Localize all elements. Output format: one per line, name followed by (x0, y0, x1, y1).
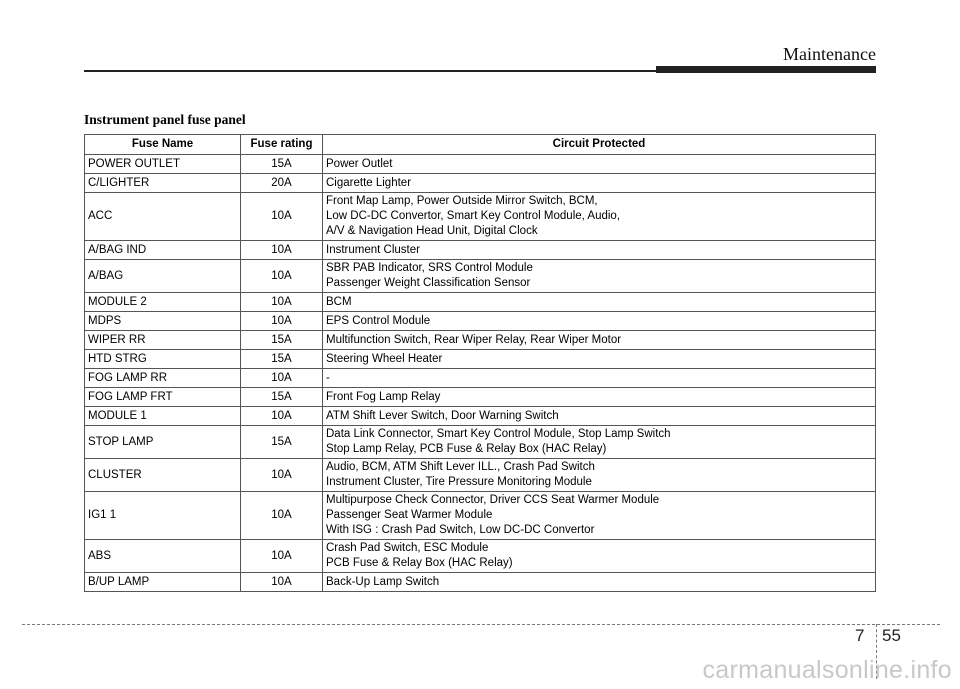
circuit-line: Data Link Connector, Smart Key Control Module, Stop Lamp Switch (326, 428, 671, 440)
fuse-name-cell: MODULE 2 (85, 293, 241, 312)
fuse-name-cell: FOG LAMP RR (85, 369, 241, 388)
fuse-table (84, 134, 876, 592)
table-row (85, 540, 876, 573)
fuse-rating-cell: 10A (241, 369, 323, 388)
table-row (85, 312, 876, 331)
fuse-name-cell: IG1 1 (85, 492, 241, 540)
circuit-line: Audio, BCM, ATM Shift Lever ILL., Crash Pad Switch (326, 461, 595, 473)
circuit-protected-cell (323, 407, 876, 426)
table-row (85, 459, 876, 492)
circuit-protected-cell (323, 540, 876, 573)
fuse-name-cell: MODULE 1 (85, 407, 241, 426)
fuse-name-cell: WIPER RR (85, 331, 241, 350)
circuit-protected-cell (323, 193, 876, 241)
table-row (85, 426, 876, 459)
fuse-rating-cell: 20A (241, 174, 323, 193)
table-row (85, 573, 876, 592)
column-header-fuse-rating: Fuse rating (241, 135, 323, 155)
circuit-protected-cell (323, 312, 876, 331)
fuse-name-cell: B/UP LAMP (85, 573, 241, 592)
circuit-line: SBR PAB Indicator, SRS Control Module (326, 262, 533, 274)
fuse-name-cell: STOP LAMP (85, 426, 241, 459)
circuit-line: BCM (326, 295, 352, 308)
circuit-line: A/V & Navigation Head Unit, Digital Clock (326, 225, 538, 237)
table-header-row (85, 135, 876, 155)
fuse-rating-cell: 10A (241, 540, 323, 573)
circuit-protected-cell (323, 388, 876, 407)
circuit-line: Crash Pad Switch, ESC Module (326, 542, 489, 554)
fuse-rating-cell: 15A (241, 331, 323, 350)
fuse-rating-cell: 10A (241, 293, 323, 312)
header-rule-thin (84, 70, 656, 72)
circuit-protected-cell (323, 241, 876, 260)
fuse-name-cell: A/BAG (85, 260, 241, 293)
circuit-line: Low DC-DC Convertor, Smart Key Control Module, Audio, (326, 210, 621, 222)
fuse-table-body (85, 155, 876, 592)
table-row (85, 407, 876, 426)
table-title: Instrument panel fuse panel (84, 112, 246, 127)
circuit-protected-cell (323, 331, 876, 350)
table-row (85, 193, 876, 241)
table-row (85, 492, 876, 540)
circuit-line: PCB Fuse & Relay Box (HAC Relay) (326, 557, 513, 569)
page-number: 55 (882, 626, 901, 645)
circuit-protected-cell (323, 459, 876, 492)
fuse-name-cell: FOG LAMP FRT (85, 388, 241, 407)
circuit-line: Steering Wheel Heater (326, 352, 443, 365)
fuse-name-cell: A/BAG IND (85, 241, 241, 260)
fuse-rating-cell: 15A (241, 350, 323, 369)
circuit-line: - (326, 371, 330, 384)
circuit-protected-cell (323, 174, 876, 193)
fuse-name-cell: POWER OUTLET (85, 155, 241, 174)
circuit-protected-cell (323, 350, 876, 369)
circuit-line: Front Fog Lamp Relay (326, 390, 441, 403)
circuit-protected-cell (323, 293, 876, 312)
table-row (85, 388, 876, 407)
circuit-line: Back-Up Lamp Switch (326, 575, 440, 588)
circuit-line: Stop Lamp Relay, PCB Fuse & Relay Box (HAC Relay) (326, 443, 607, 455)
chapter-number: 7 (855, 626, 865, 645)
table-row (85, 174, 876, 193)
circuit-line: Multifunction Switch, Rear Wiper Relay, Rear Wiper Motor (326, 333, 622, 346)
table-row (85, 241, 876, 260)
fuse-rating-cell: 10A (241, 459, 323, 492)
table-row (85, 155, 876, 174)
fuse-name-cell: ACC (85, 193, 241, 241)
fuse-rating-cell: 10A (241, 407, 323, 426)
fuse-rating-cell: 15A (241, 388, 323, 407)
table-row (85, 293, 876, 312)
fuse-rating-cell: 15A (241, 426, 323, 459)
circuit-line: Power Outlet (326, 157, 393, 170)
circuit-line: Cigarette Lighter (326, 176, 412, 189)
fuse-rating-cell: 10A (241, 241, 323, 260)
column-header-circuit-protected: Circuit Protected (323, 135, 876, 155)
fuse-rating-cell: 10A (241, 193, 323, 241)
circuit-protected-cell (323, 260, 876, 293)
fuse-rating-cell: 10A (241, 573, 323, 592)
fuse-rating-cell: 15A (241, 155, 323, 174)
fuse-name-cell: CLUSTER (85, 459, 241, 492)
circuit-line: Instrument Cluster (326, 243, 420, 256)
fuse-name-cell: MDPS (85, 312, 241, 331)
column-header-fuse-name: Fuse Name (85, 135, 241, 155)
circuit-protected-cell (323, 492, 876, 540)
watermark: carmanualsonline.info (702, 656, 952, 684)
fuse-name-cell: C/LIGHTER (85, 174, 241, 193)
circuit-line: Passenger Weight Classification Sensor (326, 277, 531, 289)
circuit-line: Multipurpose Check Connector, Driver CCS Seat Warmer Module (326, 494, 660, 506)
fuse-rating-cell: 10A (241, 312, 323, 331)
circuit-protected-cell (323, 155, 876, 174)
section-title: Maintenance (783, 44, 876, 64)
circuit-protected-cell (323, 369, 876, 388)
fuse-name-cell: HTD STRG (85, 350, 241, 369)
header-rule-thick (656, 66, 876, 73)
circuit-line: Instrument Cluster, Tire Pressure Monitoring Module (326, 476, 592, 488)
table-row (85, 369, 876, 388)
table-row (85, 260, 876, 293)
circuit-protected-cell (323, 426, 876, 459)
fuse-rating-cell: 10A (241, 492, 323, 540)
circuit-line: With ISG : Crash Pad Switch, Low DC-DC Convertor (326, 524, 595, 536)
circuit-line: Front Map Lamp, Power Outside Mirror Switch, BCM, (326, 195, 598, 207)
table-row (85, 350, 876, 369)
circuit-protected-cell (323, 573, 876, 592)
fuse-name-cell: ABS (85, 540, 241, 573)
fuse-rating-cell: 10A (241, 260, 323, 293)
circuit-line: ATM Shift Lever Switch, Door Warning Switch (326, 409, 559, 422)
circuit-line: Passenger Seat Warmer Module (326, 509, 493, 521)
footer-dashed-rule (22, 624, 940, 625)
circuit-line: EPS Control Module (326, 314, 431, 327)
table-row (85, 331, 876, 350)
